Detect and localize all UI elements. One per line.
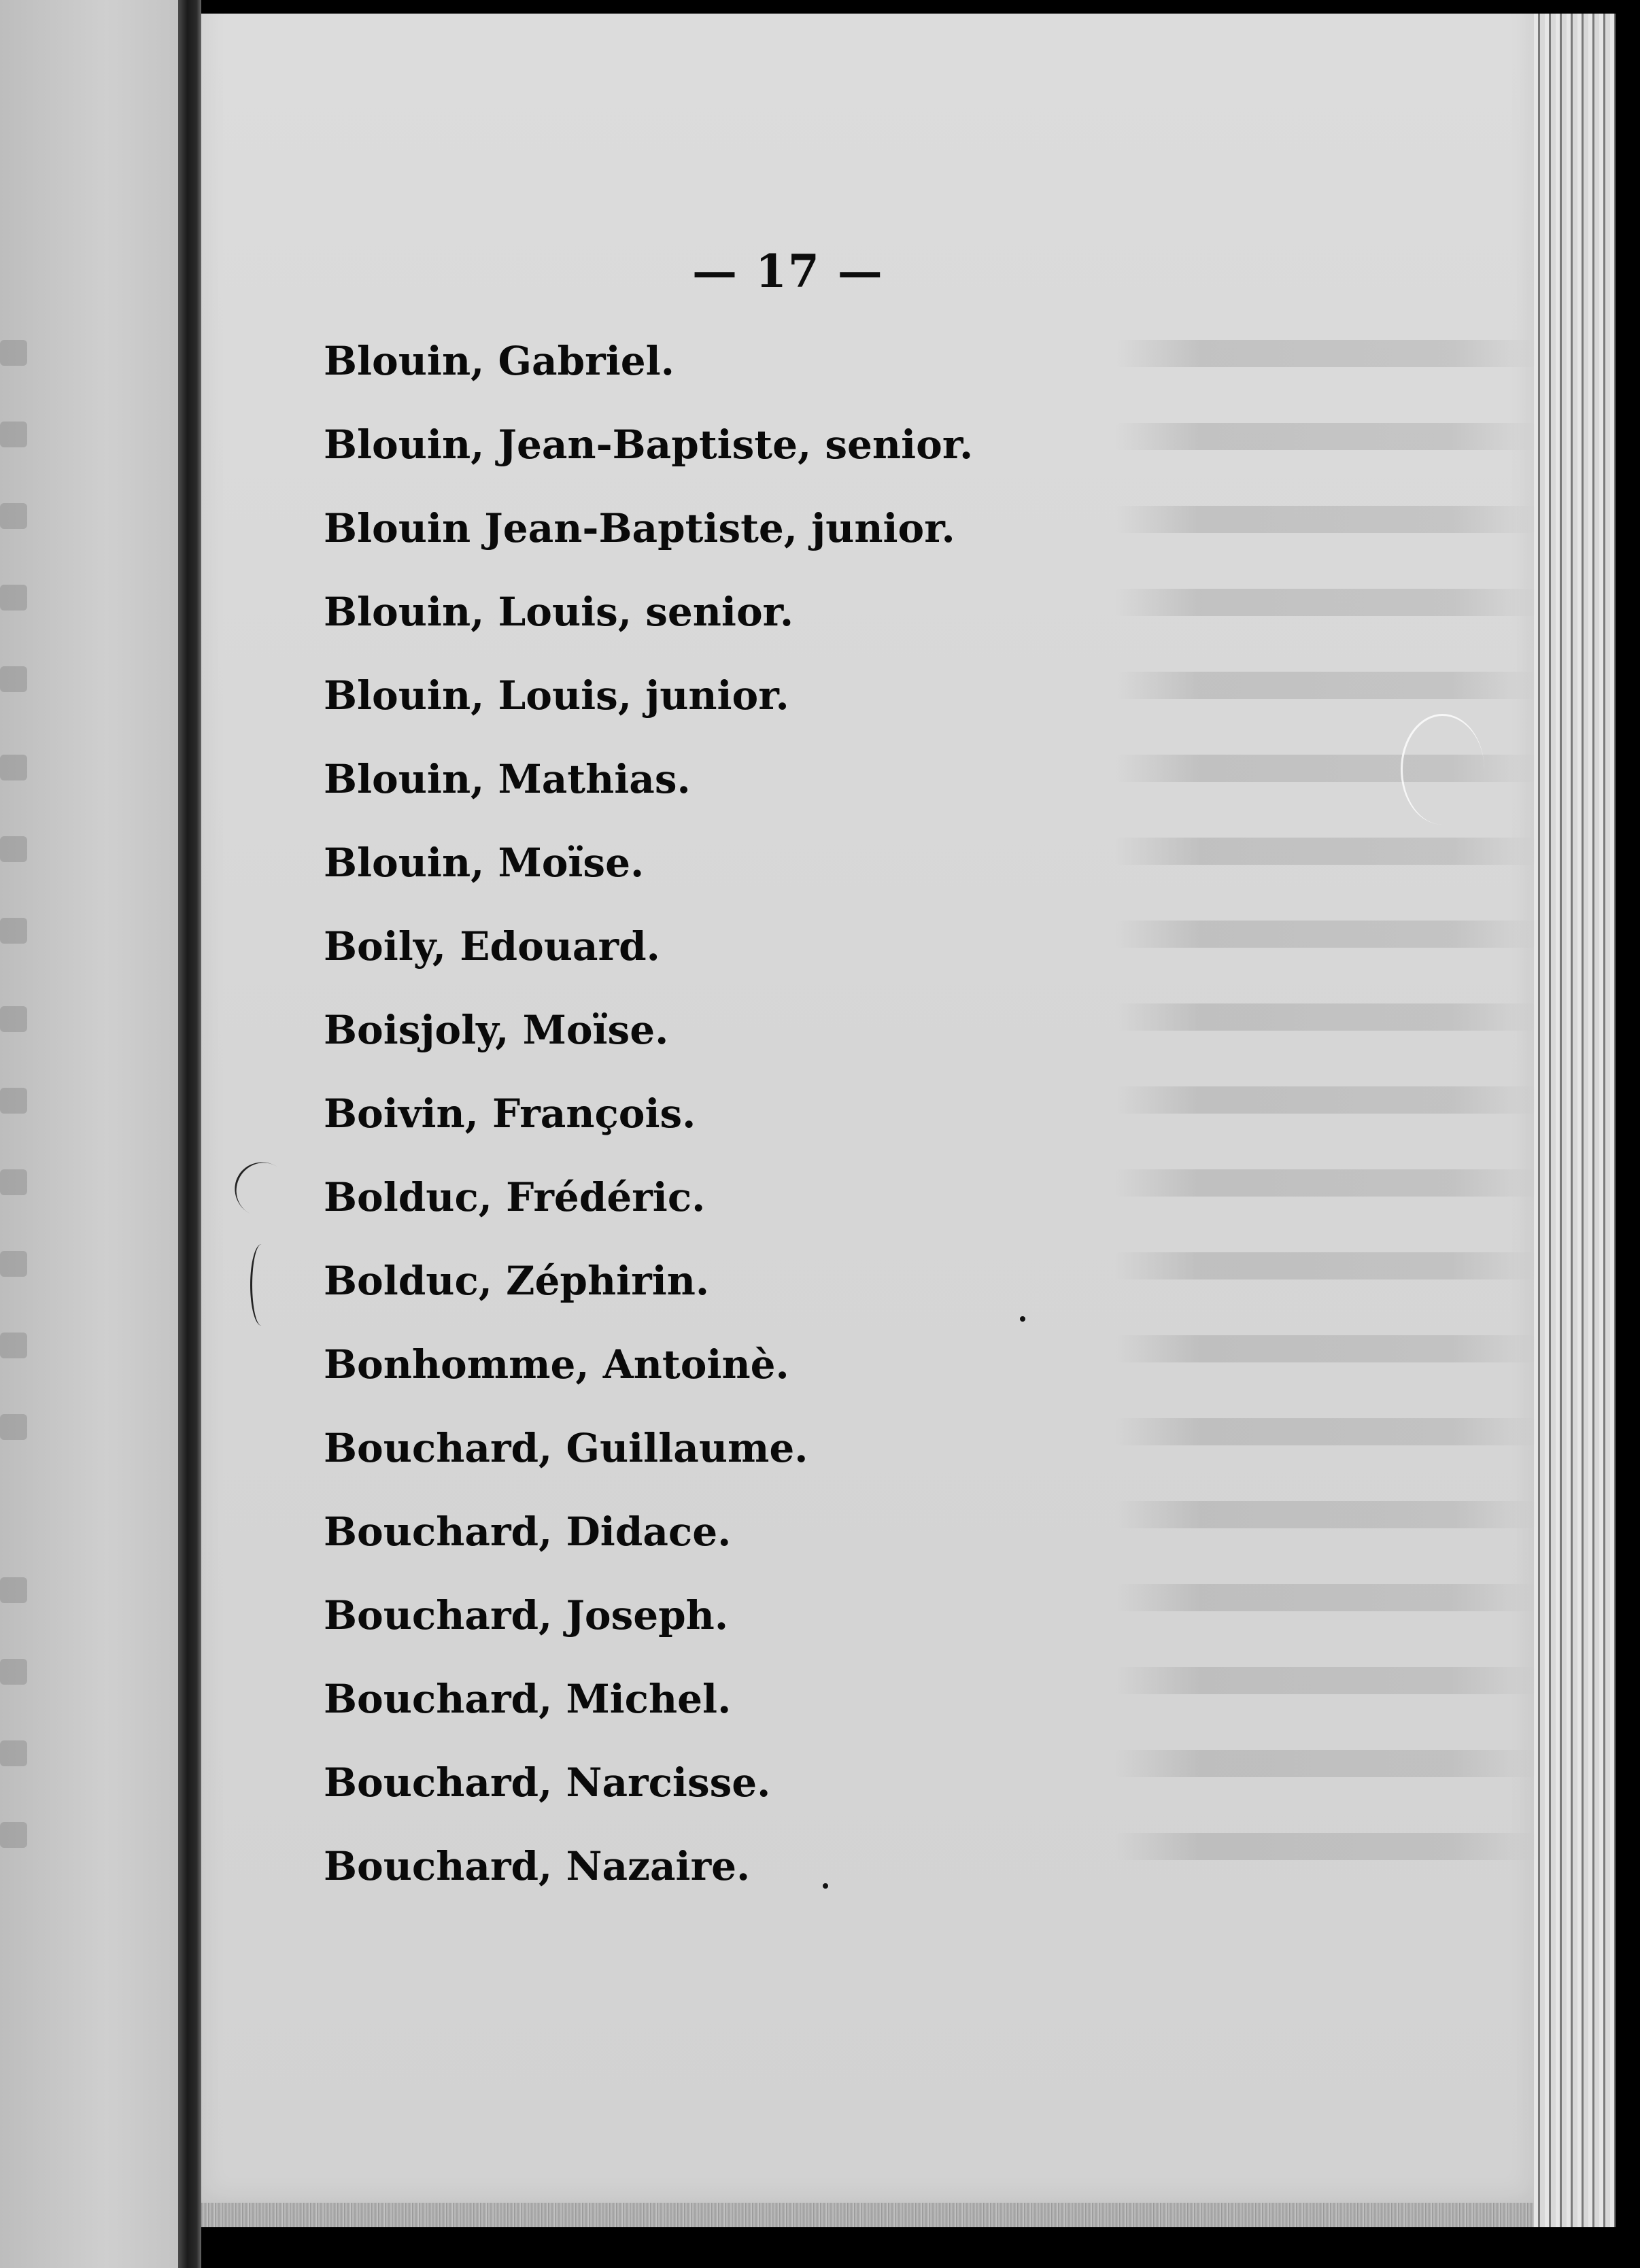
list-item: Bolduc, Zéphirin.	[324, 1258, 710, 1304]
list-item: Blouin, Louis, junior.	[324, 672, 789, 719]
bleed-through-text	[1115, 340, 1537, 1916]
list-item: Bouchard, Nazaire.	[324, 1843, 751, 1889]
page-number: — 17 —	[692, 245, 884, 298]
pencil-mark	[250, 1244, 273, 1326]
list-item: Blouin, Moïse.	[324, 840, 645, 886]
list-item: Blouin, Mathias.	[324, 756, 691, 802]
list-item: Boivin, François.	[324, 1090, 696, 1137]
list-item: Bolduc, Frédéric.	[324, 1174, 706, 1220]
list-item: Bouchard, Joseph.	[324, 1592, 729, 1638]
ink-speck	[1020, 1316, 1025, 1322]
list-item: Boisjoly, Moïse.	[324, 1007, 669, 1053]
list-item: Bouchard, Didace.	[324, 1509, 732, 1555]
list-item: Bonhomme, Antoinè.	[324, 1341, 789, 1388]
page-edges	[1534, 14, 1616, 2227]
name-list	[324, 330, 973, 1919]
list-item: Bouchard, Narcisse.	[324, 1759, 771, 1806]
list-item: Blouin Jean-Baptiste, junior.	[324, 505, 955, 551]
list-item: Blouin, Jean-Baptiste, senior.	[324, 422, 974, 468]
list-item: Blouin, Gabriel.	[324, 338, 674, 384]
list-item: Blouin, Louis, senior.	[324, 589, 794, 635]
page-bottom-edge	[201, 2203, 1534, 2227]
list-item: Bouchard, Michel.	[324, 1676, 732, 1722]
list-item: Boily, Edouard.	[324, 923, 660, 969]
book-binding-gutter	[178, 0, 201, 2268]
list-item: Bouchard, Guillaume.	[324, 1425, 808, 1471]
previous-page-edge	[0, 0, 178, 2268]
pencil-mark	[1401, 714, 1484, 825]
